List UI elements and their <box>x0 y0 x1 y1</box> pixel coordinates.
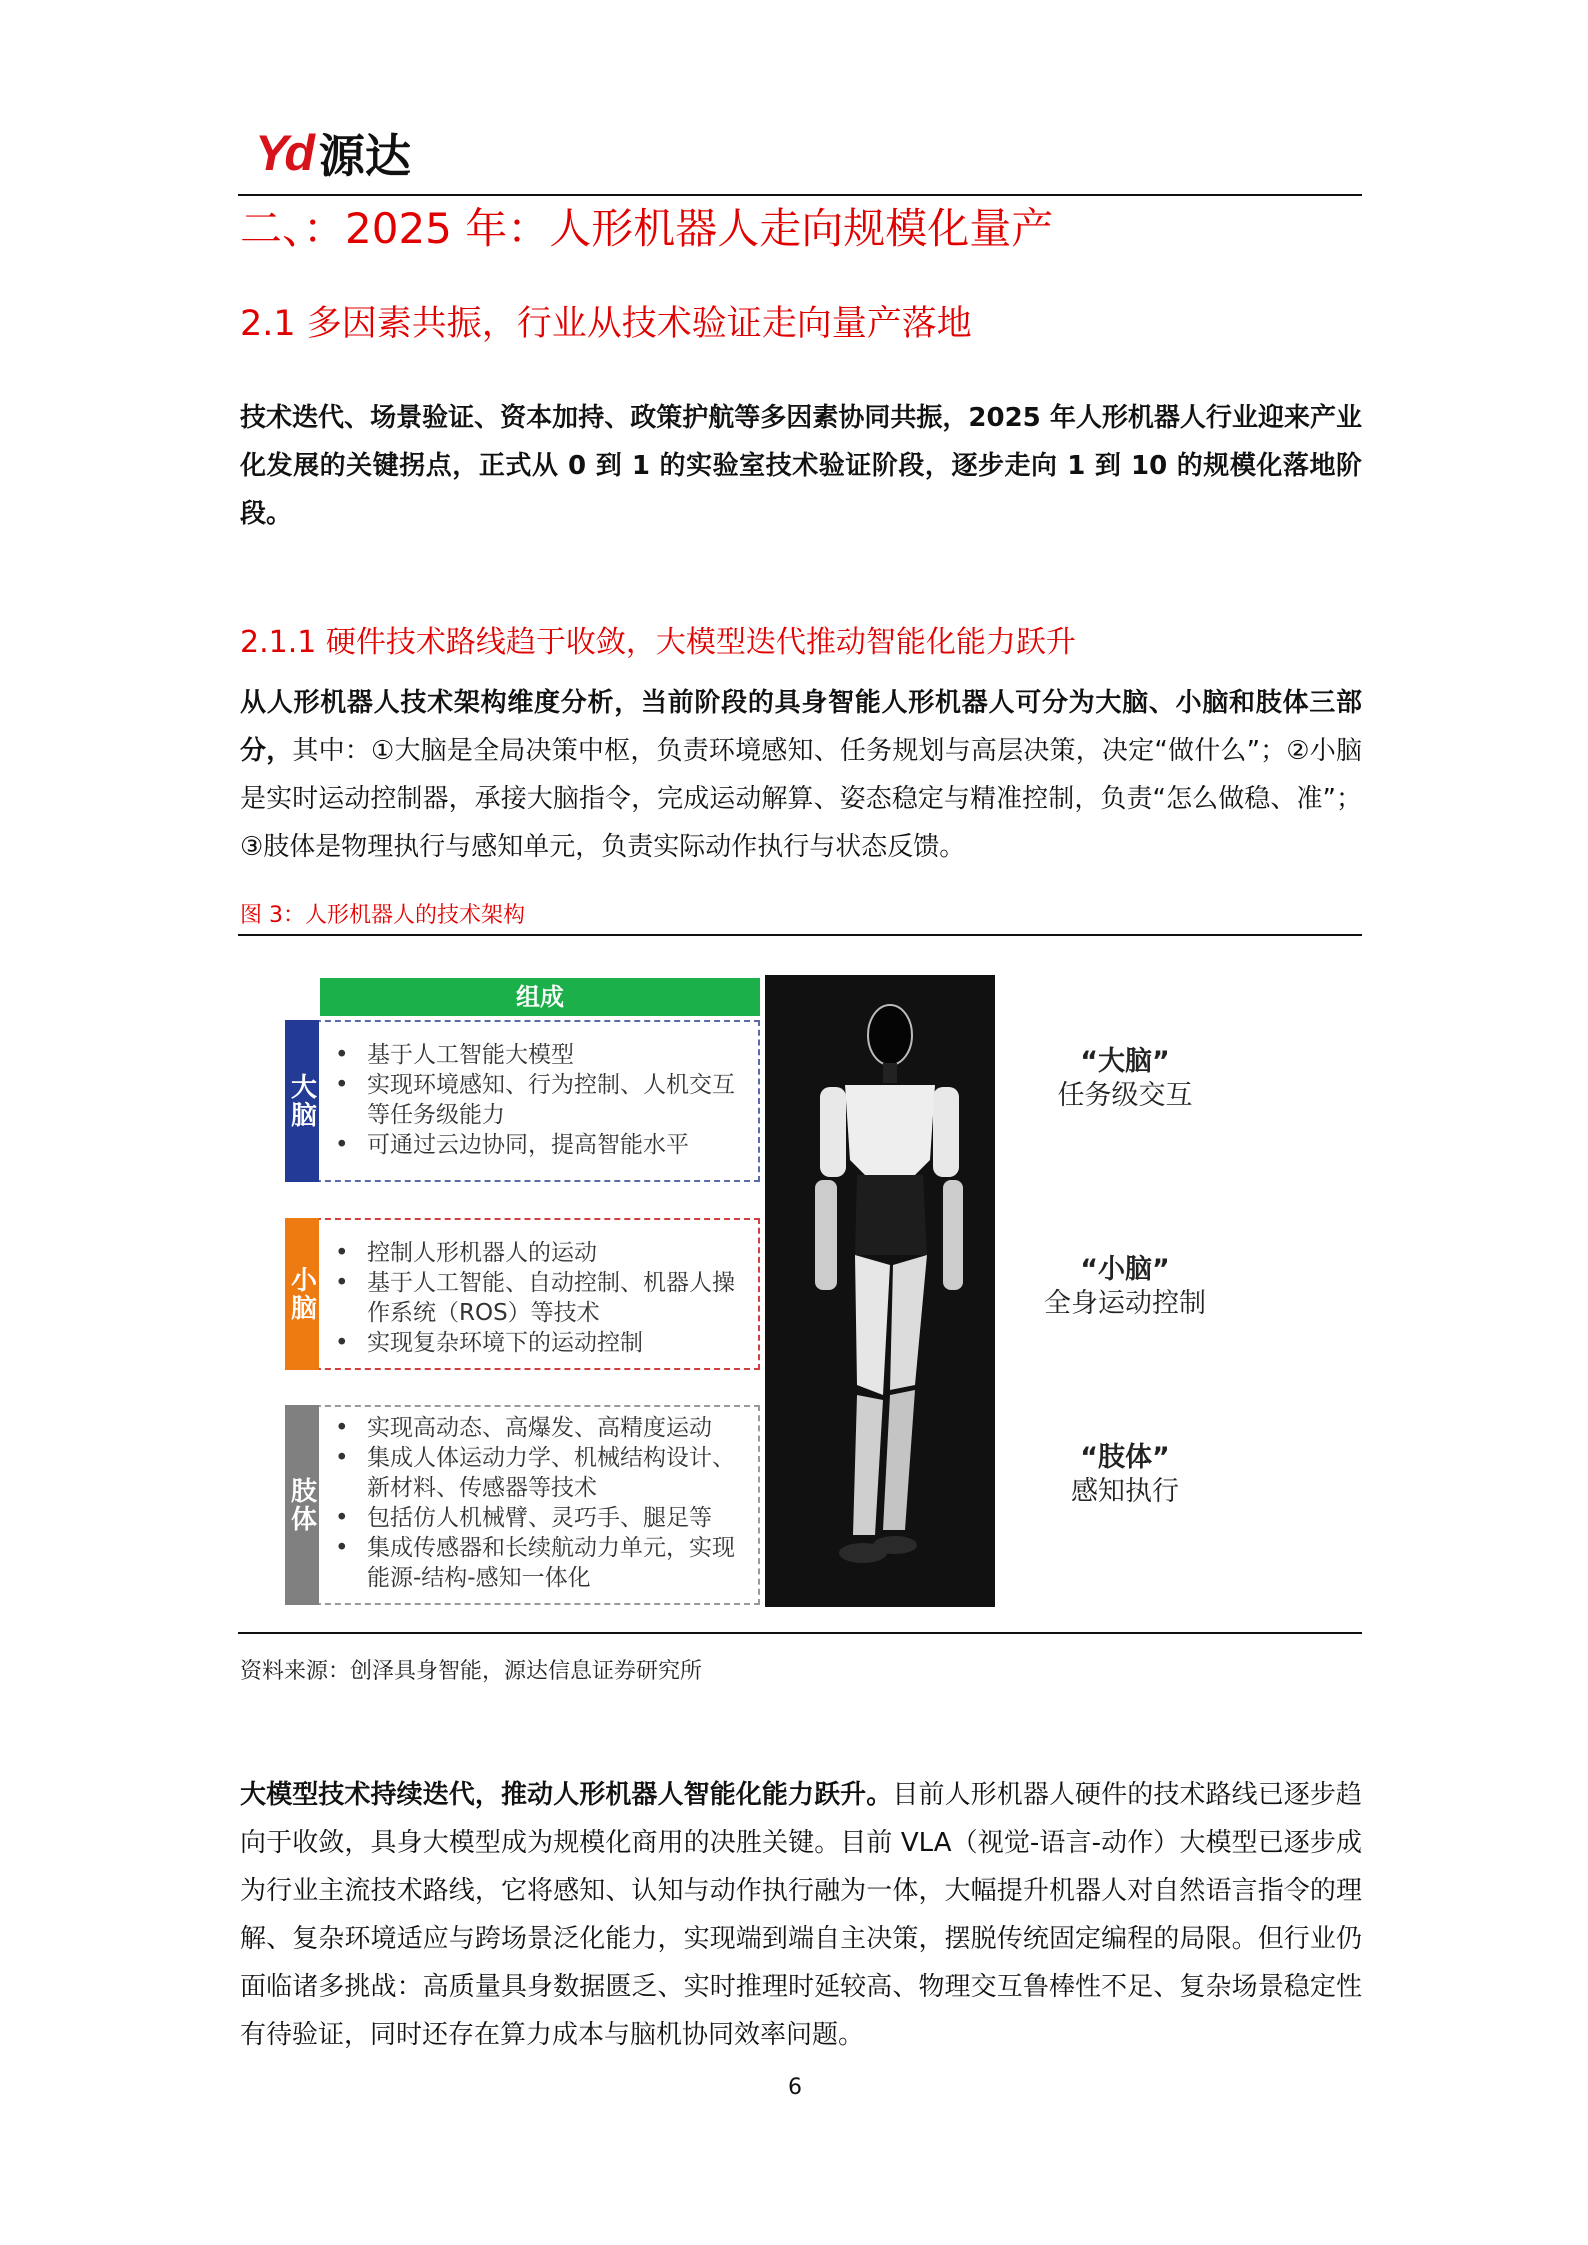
robot-photo <box>765 975 995 1607</box>
section-heading: 二、：2025 年：人形机器人走向规模化量产 <box>240 204 1054 253</box>
label-title: “大脑” <box>1080 1046 1170 1077</box>
block-item: • 基于人工智能、自动控制、机器人操作系统（ROS）等技术 <box>335 1268 752 1328</box>
intro-paragraph: 技术迭代、场景验证、资本加持、政策护航等多因素协同共振，2025 年人形机器人行业迎来产业化发展的关键拐点，正式从 0 到 1 的实验室技术验证阶段，逐步走向 1 到 10 的规模化落地阶段。 <box>240 403 1362 529</box>
label-brain <box>1025 1045 1225 1113</box>
block-label: 肢体 <box>285 1405 319 1605</box>
label-title: “肢体” <box>1080 1442 1170 1473</box>
figure-source: 资料来源：创泽具身智能，源达信息证券研究所 <box>240 1659 703 1684</box>
subsubsection-heading: 2.1.1 硬件技术路线趋于收敛，大模型迭代推动智能化能力跃升 <box>240 625 1076 660</box>
logo-mark: Yd <box>255 124 311 181</box>
subsection-heading: 2.1 多因素共振，行业从技术验证走向量产落地 <box>240 304 972 344</box>
logo-name: 源达 <box>318 128 411 183</box>
block-item: • 控制人形机器人的运动 <box>335 1238 752 1268</box>
label-subtitle: 感知执行 <box>1071 1476 1179 1507</box>
figure-bottom-rule <box>238 1632 1362 1634</box>
block-limbs <box>285 1405 760 1605</box>
caption-rule <box>238 934 1362 936</box>
block-item: • 集成传感器和长续航动力单元，实现能源-结构-感知一体化 <box>335 1533 752 1593</box>
block-item: • 集成人体运动力学、机械结构设计、新材料、传感器等技术 <box>335 1443 752 1503</box>
block-label: 小脑 <box>285 1218 319 1370</box>
label-cerebellum <box>1025 1253 1225 1321</box>
block-item: • 实现环境感知、行为控制、人机交互等任务级能力 <box>335 1070 752 1130</box>
label-subtitle: 全身运动控制 <box>1044 1288 1206 1319</box>
paragraph-lead: 从人形机器人技术架构维度分析，当前阶段的具身智能人形机器人可分为大脑、小脑和肢体三部分， <box>240 688 1362 766</box>
page-number: 6 <box>788 2075 802 2100</box>
paragraph-body: 目前人形机器人硬件的技术路线已逐步趋向于收敛，具身大模型成为规模化商用的决胜关键。目前 VLA（视觉-语言-动作）大模型已逐步成为行业主流技术路线，它将感知、认知与动作执行融为一体，大幅提升机器人对自然语言指令的理解、复杂环境适应与跨场景泛化能力，实现端到端自主决策，摆脱传统固定编程的局限。但行业仍面临诸多挑战：高质量具身数据匮乏、实时推理时延较高、物理交互鲁棒性不足、复杂场景稳定性有待验证，同时还存在算力成本与脑机协同效率问题。 <box>240 1780 1362 2050</box>
figure-caption: 图 3：人形机器人的技术架构 <box>240 903 525 928</box>
block-item: • 实现复杂环境下的运动控制 <box>335 1328 752 1358</box>
block-item: • 基于人工智能大模型 <box>335 1040 752 1070</box>
label-subtitle: 任务级交互 <box>1057 1080 1193 1111</box>
vla-paragraph <box>240 1771 1362 2059</box>
paragraph-body: 其中：①大脑是全局决策中枢，负责环境感知、任务规划与高层决策，决定“做什么”；②小脑是实时运动控制器，承接大脑指令，完成运动解算、姿态稳定与精准控制，负责“怎么做稳、准”；③肢体是物理执行与感知单元，负责实际动作执行与状态反馈。 <box>240 736 1362 862</box>
block-brain <box>285 1020 760 1182</box>
architecture-paragraph <box>240 679 1362 871</box>
block-cerebellum <box>285 1218 760 1370</box>
figure-header: 组成 <box>320 978 760 1016</box>
label-title: “小脑” <box>1080 1254 1170 1285</box>
company-logo <box>255 124 411 183</box>
block-label: 大脑 <box>285 1020 319 1182</box>
label-limbs <box>1025 1441 1225 1509</box>
architecture-figure <box>285 975 1225 1607</box>
block-item: • 实现高动态、高爆发、高精度运动 <box>335 1413 752 1443</box>
block-item: • 包括仿人机械臂、灵巧手、腿足等 <box>335 1503 752 1533</box>
paragraph-lead: 大模型技术持续迭代，推动人形机器人智能化能力跃升。 <box>240 1780 893 1810</box>
block-item: • 可通过云边协同，提高智能水平 <box>335 1130 752 1160</box>
humanoid-robot-image <box>765 975 995 1607</box>
